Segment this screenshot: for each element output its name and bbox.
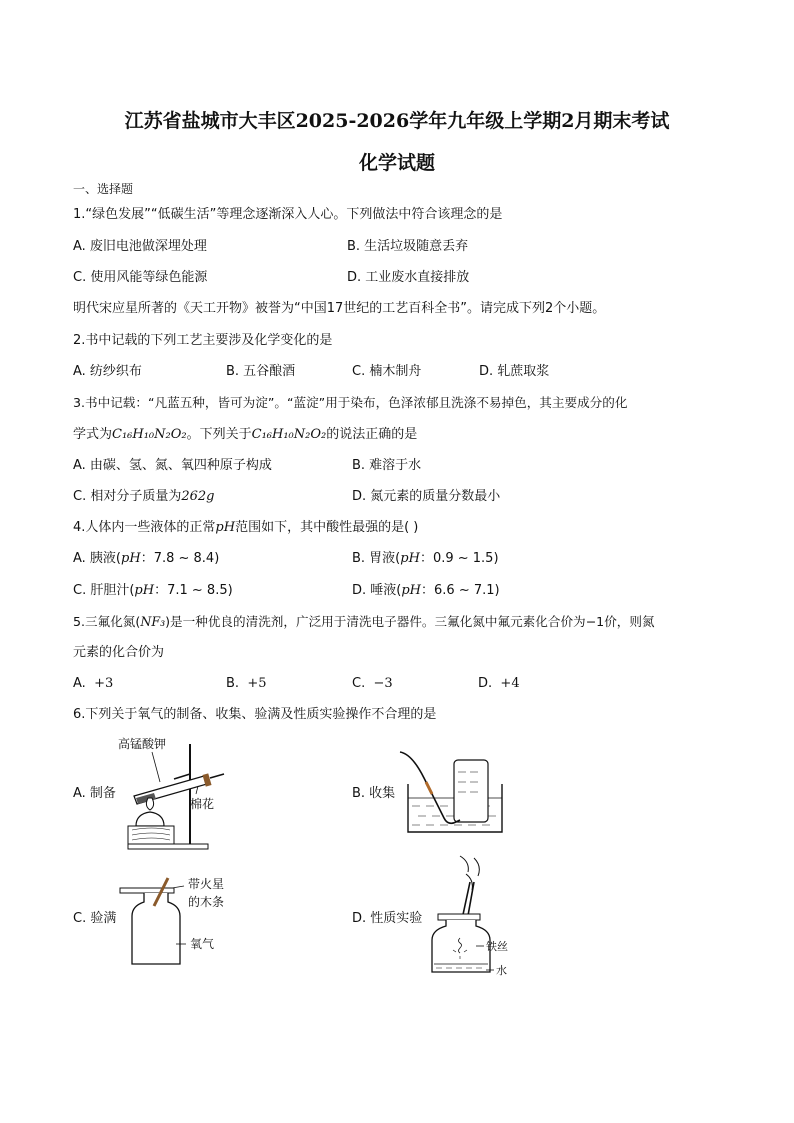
q4-a-post: ：7.8 ~ 8.4) xyxy=(140,551,220,566)
q5-option-a xyxy=(73,676,113,692)
page-subtitle: 化学试题 xyxy=(358,152,435,174)
q5-c-value: −3 xyxy=(373,676,393,691)
q2-option-a: A. 纺纱织布 xyxy=(73,364,142,379)
q4-b-pre: B. 胃液( xyxy=(352,551,401,566)
q1-stem: 1.“绿色发展”“低碳生活”等理念逐渐深入人心。下列做法中符合该理念的是 xyxy=(73,207,503,222)
fig-a-label-cotton: 棉花 xyxy=(190,797,215,811)
q5-nf3: NF₃ xyxy=(140,614,166,629)
q4-b-ph: pH xyxy=(400,551,420,566)
q2-option-d: D. 轧蔗取浆 xyxy=(479,364,550,379)
q4-c-ph: pH xyxy=(134,583,155,598)
section-heading: 一、选择题 xyxy=(73,182,134,196)
q4-b-post: ：0.9 ~ 1.5) xyxy=(419,551,499,566)
q3-option-d: D. 氮元素的质量分数最小 xyxy=(352,489,501,504)
q4-option-a xyxy=(73,551,219,567)
q3-formula: C₁₆H₁₀N₂O₂ xyxy=(112,427,187,442)
figure-iron-wire-combustion xyxy=(424,852,524,977)
q5-a-value: +3 xyxy=(94,676,114,691)
passage-intro: 明代宋应星所著的《天工开物》被誉为“中国17世纪的工艺百科全书”。请完成下列2个小题。 xyxy=(73,301,606,316)
q5-text-a: 5.三氟化氮( xyxy=(73,614,141,629)
q3-stem-line1: 3.书中记载：“凡蓝五种，皆可为淀”。“蓝淀”用于染布，色泽浓郁且洗涤不易掉色，其主要成分的化 xyxy=(73,395,628,410)
q4-ph: pH xyxy=(215,520,236,535)
fig-c-label-splint-1: 带火星 xyxy=(188,877,225,891)
q3-text-a: 学式为 xyxy=(73,427,113,442)
q3-stem-line2 xyxy=(73,427,417,443)
q4-d-ph: pH xyxy=(401,583,422,598)
q5-b-label: B. xyxy=(226,676,240,691)
q5-option-c xyxy=(352,676,393,692)
q4-a-ph: pH xyxy=(121,551,141,566)
q1-option-a: A. 废旧电池做深埋处理 xyxy=(73,239,207,254)
q5-stem-line1 xyxy=(73,614,655,630)
q3-option-c-text: C. 相对分子质量为 xyxy=(73,489,182,504)
q4-stem-a: 4.人体内一些液体的正常 xyxy=(73,520,216,535)
q5-stem-line2: 元素的化合价为 xyxy=(73,645,165,660)
q5-c-label: C. xyxy=(352,676,366,691)
q4-stem xyxy=(73,520,418,536)
q3-option-c xyxy=(73,489,214,505)
q4-option-d xyxy=(352,583,500,599)
fig-c-label-splint-2: 的木条 xyxy=(188,895,225,909)
q5-b-value: +5 xyxy=(247,676,267,691)
q4-option-b xyxy=(352,551,499,567)
q5-text-b: )是一种优良的清洗剂，广泛用于清洗电子器件。三氟化氮中氟元素化合价为−1价，则氮 xyxy=(165,614,655,629)
q2-option-c: C. 楠木制舟 xyxy=(352,364,422,379)
q1-option-b: B. 生活垃圾随意丢弃 xyxy=(347,239,469,254)
q4-a-pre: A. 胰液( xyxy=(73,551,122,566)
q5-d-label: D. xyxy=(478,676,493,691)
q5-option-b xyxy=(226,676,267,692)
q5-option-d xyxy=(478,676,520,692)
fig-c-label-oxygen: 氧气 xyxy=(190,937,215,951)
fig-d-label-iron: 铁丝 xyxy=(486,940,508,953)
q2-stem: 2.书中记载的下列工艺主要涉及化学变化的是 xyxy=(73,333,333,348)
q6-option-a: A. 制备 xyxy=(73,786,116,801)
q4-d-pre: D. 唾液( xyxy=(352,583,402,598)
q1-option-c: C. 使用风能等绿色能源 xyxy=(73,270,208,285)
q4-c-pre: C. 肝胆汁( xyxy=(73,583,135,598)
q3-formula-repeat: C₁₆H₁₀N₂O₂ xyxy=(251,427,327,442)
q6-option-b: B. 收集 xyxy=(352,786,396,801)
q3-option-c-value: 262g xyxy=(181,489,215,504)
q4-c-post: ：7.1 ~ 8.5) xyxy=(154,583,233,598)
figure-heating-apparatus xyxy=(112,734,232,854)
figure-glowing-splint xyxy=(118,876,248,971)
q6-stem: 6.下列关于氧气的制备、收集、验满及性质实验操作不合理的是 xyxy=(73,707,437,722)
q4-option-c xyxy=(73,583,233,599)
q4-d-post: ：6.6 ~ 7.1) xyxy=(421,583,500,598)
fig-d-label-water: 水 xyxy=(496,964,507,977)
q5-d-value: +4 xyxy=(500,676,520,691)
q4-stem-b: 范围如下，其中酸性最强的是( ) xyxy=(235,520,419,535)
q3-option-b: B. 难溶于水 xyxy=(352,458,422,473)
q6-option-c: C. 验满 xyxy=(73,911,117,926)
fig-a-label-kmno4: 高锰酸钾 xyxy=(118,737,167,751)
figure-water-collection xyxy=(398,748,510,838)
page-title: 江苏省盐城市大丰区2025-2026学年九年级上学期2月期末考试 xyxy=(124,110,670,132)
q1-option-d: D. 工业废水直接排放 xyxy=(347,270,470,285)
q5-a-label: A. xyxy=(73,676,86,691)
q3-text-b: 。下列关于 xyxy=(186,427,252,442)
q6-option-d: D. 性质实验 xyxy=(352,911,423,926)
q3-text-c: 的说法正确的是 xyxy=(326,427,418,442)
q2-option-b: B. 五谷酿酒 xyxy=(226,364,296,379)
q3-option-a: A. 由碳、氢、氮、氧四种原子构成 xyxy=(73,458,272,473)
